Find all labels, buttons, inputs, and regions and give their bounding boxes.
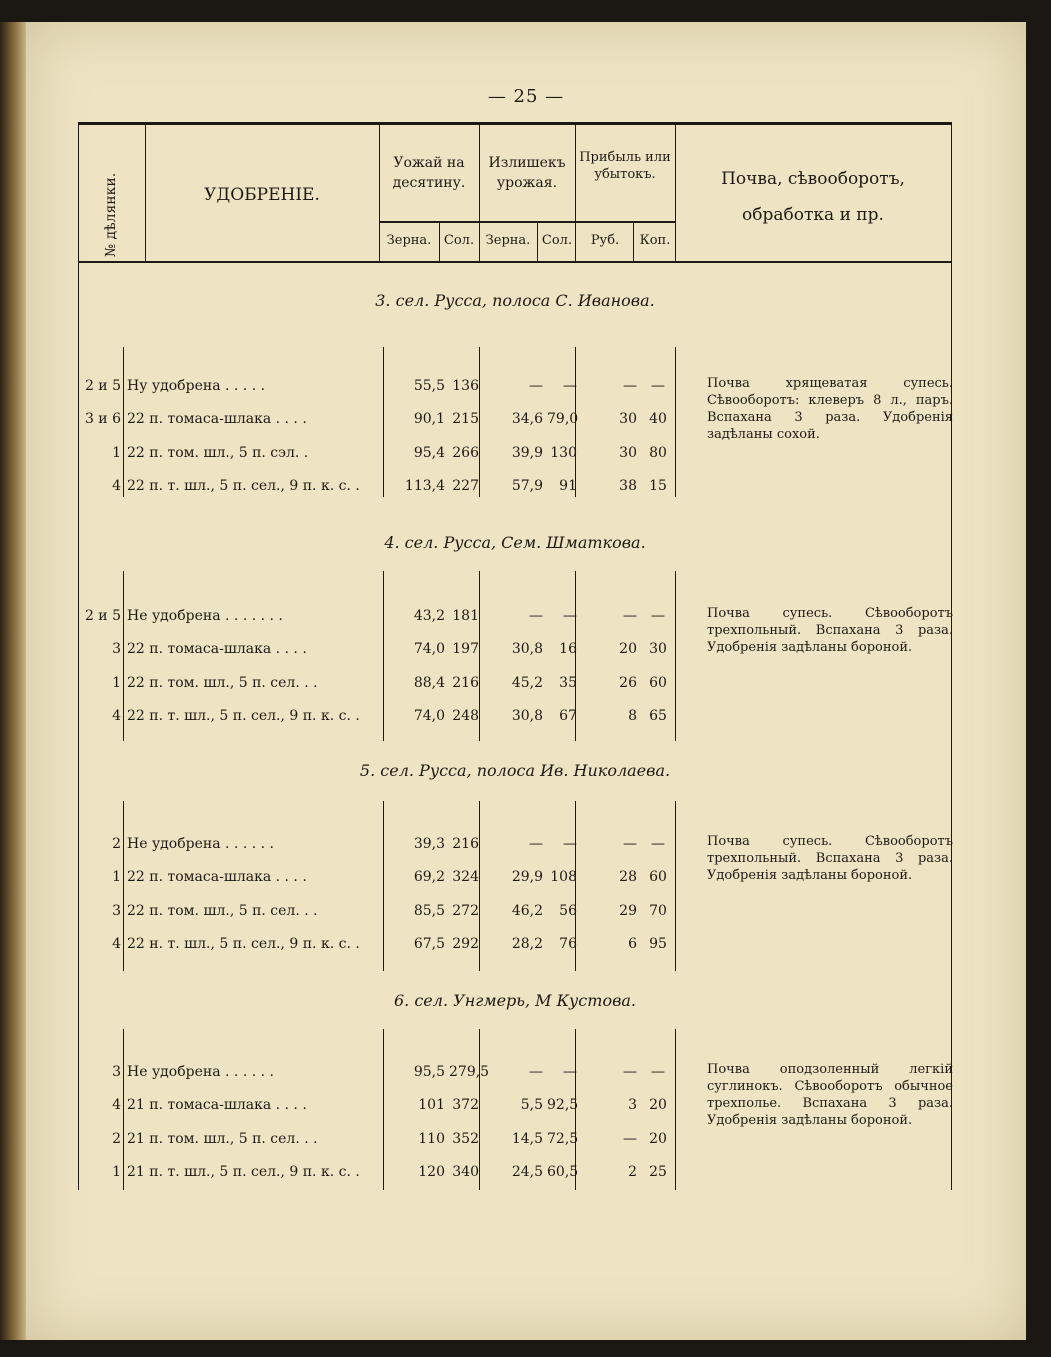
profit-rubles: — [623,1064,637,1080]
plot-column-header [81,155,141,275]
excess-straw: — [563,378,577,394]
section-title: 3. сел. Русса, полоса С. Иванова. [375,291,655,310]
profit-kopecks: 80 [649,445,667,461]
profit-rubles: 8 [628,708,637,724]
profit-rubles: 29 [619,903,637,919]
yield-grain: 39,3 [413,836,445,852]
plot-number: 4 [112,936,121,952]
excess-grain: 57,9 [511,478,543,494]
profit-kopecks: 15 [649,478,667,494]
soil-column-header: Почва, сѣвооборотъ, обработка и пр. [721,169,905,225]
plot-number: 4 [112,1097,121,1113]
profit-rubles: 6 [628,936,637,952]
subheader-excess-grain: Зерна. [485,233,531,248]
fertilizer-cell: Не удобрена . . . . . . . [127,608,283,624]
soil-note: Почва хрящеватая супесь. Сѣвооборотъ: клеверъ 8 л., паръ. Вспахана 3 раза. Удобренія задѣланы сохой. [707,376,953,442]
yield-grain: 74,0 [413,641,445,657]
fertilizer-cell: 22 п. томаса-шлака . . . . [127,869,307,885]
plot-number: 3 и 6 [84,411,121,427]
plot-column-label: № дѣлянки. [103,172,120,258]
fertilizer-cell: 21 п. томаса-шлака . . . . [127,1097,307,1113]
fertilizer-cell: 22 п. т. шл., 5 п. сел., 9 п. к. с. . [127,708,360,724]
yield-grain: 67,5 [413,936,445,952]
yield-straw: 181 [452,608,479,624]
soil-note: Почва супесь. Сѣвооборотъ трехпольный. Вспахана 3 раза. Удобренія задѣланы бороной. [707,834,953,883]
subheader-grain: Зерна. [386,233,432,248]
profit-kopecks: — [651,1064,665,1080]
table-row [79,1128,951,1150]
excess-grain: 5,5 [520,1097,543,1113]
yield-column-header: Уожай на десятину. [392,155,466,191]
excess-straw: — [563,608,577,624]
excess-grain: 24,5 [511,1164,543,1180]
profit-kopecks: — [651,608,665,624]
excess-straw: 67 [559,708,577,724]
yield-straw: 340 [452,1164,479,1180]
excess-straw: 16 [559,641,577,657]
profit-kopecks: 20 [649,1097,667,1113]
profit-rubles: 30 [619,445,637,461]
yield-straw: 272 [452,903,479,919]
yield-straw: 197 [452,641,479,657]
plot-number: 2 и 5 [84,608,121,624]
yield-grain: 90,1 [413,411,445,427]
section-title: 4. сел. Русса, Сем. Шматкова. [384,533,646,552]
yield-grain: 55,5 [413,378,445,394]
excess-grain: — [529,378,543,394]
profit-rubles: — [623,1131,637,1147]
table-row [79,672,951,694]
excess-grain: 34,6 [511,411,543,427]
excess-column-header: Излишекъ урожая. [488,155,566,191]
excess-grain: 14,5 [511,1131,543,1147]
excess-grain: — [529,1064,543,1080]
profit-kopecks: — [651,836,665,852]
soil-note: Почва супесь. Сѣвооборотъ трехпольный. Вспахана 3 раза. Удобренія задѣланы бороной. [707,606,953,655]
profit-rubles: 26 [619,675,637,691]
profit-rubles: 3 [628,1097,637,1113]
profit-column-header: Прибыль или убытокъ. [579,150,671,182]
subheader-excess-straw: Сол. [541,233,573,248]
book-page [26,22,1026,1340]
excess-grain: 29,9 [511,869,543,885]
soil-note: Почва оподзоленный легкій суглинокъ. Сѣвооборотъ обычное трехполье. Вспахана 3 раза. Удобренія задѣланы бороной. [707,1062,953,1128]
table-row [79,705,951,727]
fertilizer-cell: 21 п. том. шл., 5 п. сел. . . [127,1131,318,1147]
fertilizer-cell: 22 п. том. шл., 5 п. сел. . . [127,903,318,919]
table-row [79,442,951,464]
plot-number: 1 [112,869,121,885]
plot-number: 2 и 5 [84,378,121,394]
profit-rubles: — [623,608,637,624]
profit-kopecks: 95 [649,936,667,952]
fertilizer-cell: 21 п. т. шл., 5 п. сел., 9 п. к. с. . [127,1164,360,1180]
fertilizer-cell: Не удобрена . . . . . . [127,836,274,852]
excess-grain: 28,2 [511,936,543,952]
plot-number: 1 [112,675,121,691]
yield-straw: 136 [452,378,479,394]
book-spine [0,22,26,1340]
yield-grain: 69,2 [413,869,445,885]
plot-number: 2 [112,1131,121,1147]
fertilizer-column-header: УДОБРЕНІЕ. [204,185,320,205]
excess-straw: — [563,1064,577,1080]
profit-rubles: 30 [619,411,637,427]
page-number: — 25 — [487,86,565,107]
profit-kopecks: 20 [649,1131,667,1147]
yield-straw: 266 [452,445,479,461]
profit-kopecks: 65 [649,708,667,724]
fertilizer-cell: 22 п. том. шл., 5 п. сел. . . [127,675,318,691]
plot-number: 3 [112,641,121,657]
excess-grain: 30,8 [511,708,543,724]
profit-rubles: 2 [628,1164,637,1180]
fertilizer-cell: 22 п. т. шл., 5 п. сел., 9 п. к. с. . [127,478,360,494]
profit-rubles: — [623,378,637,394]
excess-straw: 72,5 [547,1131,579,1147]
profit-kopecks: 70 [649,903,667,919]
subheader-rubles: Руб. [590,233,620,248]
yield-grain: 88,4 [413,675,445,691]
yield-grain: 101 [418,1097,445,1113]
plot-number: 3 [112,903,121,919]
yield-straw: 248 [452,708,479,724]
yield-straw: 216 [452,836,479,852]
yield-grain: 120 [418,1164,445,1180]
fertilizer-cell: 22 п. том. шл., 5 п. сэл. . [127,445,309,461]
table-row [79,475,951,497]
yield-straw: 292 [452,936,479,952]
excess-grain: — [529,836,543,852]
excess-grain: 30,8 [511,641,543,657]
plot-number: 4 [112,478,121,494]
yield-grain: 95,4 [413,445,445,461]
yield-straw: 227 [452,478,479,494]
excess-grain: 46,2 [511,903,543,919]
profit-rubles: 28 [619,869,637,885]
profit-kopecks: 60 [649,869,667,885]
section-title: 6. сел. Унгмерь, М Кустова. [393,991,637,1010]
table-row [79,900,951,922]
table-row [79,933,951,955]
excess-straw: 76 [559,936,577,952]
plot-number: 2 [112,836,121,852]
excess-straw: 108 [550,869,577,885]
profit-rubles: 38 [619,478,637,494]
profit-kopecks: 25 [649,1164,667,1180]
header-divider [675,125,676,261]
yield-straw: 215 [452,411,479,427]
yield-grain: 110 [418,1131,445,1147]
section-title: 5. сел. Русса, полоса Ив. Николаева. [359,761,671,780]
profit-kopecks: 60 [649,675,667,691]
header-subrule [379,221,675,223]
subheader-kopecks: Коп. [639,233,671,248]
header-bottom-rule [79,261,951,263]
fertilizer-cell: Не удобрена . . . . . . [127,1064,274,1080]
header-divider [145,125,146,261]
profit-kopecks: 30 [649,641,667,657]
profit-rubles: — [623,836,637,852]
excess-straw: 35 [559,675,577,691]
data-table [78,122,952,1190]
yield-grain: 43,2 [413,608,445,624]
yield-straw: 352 [452,1131,479,1147]
yield-grain: 113,4 [404,478,445,494]
fertilizer-cell: 22 н. т. шл., 5 п. сел., 9 п. к. с. . [127,936,360,952]
fertilizer-cell: 22 п. томаса-шлака . . . . [127,641,307,657]
excess-grain: 39,9 [511,445,543,461]
profit-kopecks: — [651,378,665,394]
yield-grain: 74,0 [413,708,445,724]
subheader-straw: Сол. [443,233,475,248]
yield-straw: 216 [452,675,479,691]
profit-kopecks: 40 [649,411,667,427]
excess-straw: 92,5 [547,1097,579,1113]
plot-number: 4 [112,708,121,724]
yield-grain: 85,5 [413,903,445,919]
yield-straw: 279,5 [449,1064,490,1080]
excess-straw: 79,0 [547,411,579,427]
excess-straw: — [563,836,577,852]
table-row [79,1161,951,1183]
plot-number: 3 [112,1064,121,1080]
excess-straw: 130 [550,445,577,461]
plot-number: 1 [112,1164,121,1180]
excess-grain: 45,2 [511,675,543,691]
excess-straw: 56 [559,903,577,919]
yield-straw: 372 [452,1097,479,1113]
profit-rubles: 20 [619,641,637,657]
fertilizer-cell: Ну удобрена . . . . . [127,378,266,394]
yield-grain: 95,5 [413,1064,445,1080]
yield-straw: 324 [452,869,479,885]
excess-straw: 91 [559,478,577,494]
plot-number: 1 [112,445,121,461]
excess-straw: 60,5 [547,1164,579,1180]
fertilizer-cell: 22 п. томаса-шлака . . . . [127,411,307,427]
excess-grain: — [529,608,543,624]
